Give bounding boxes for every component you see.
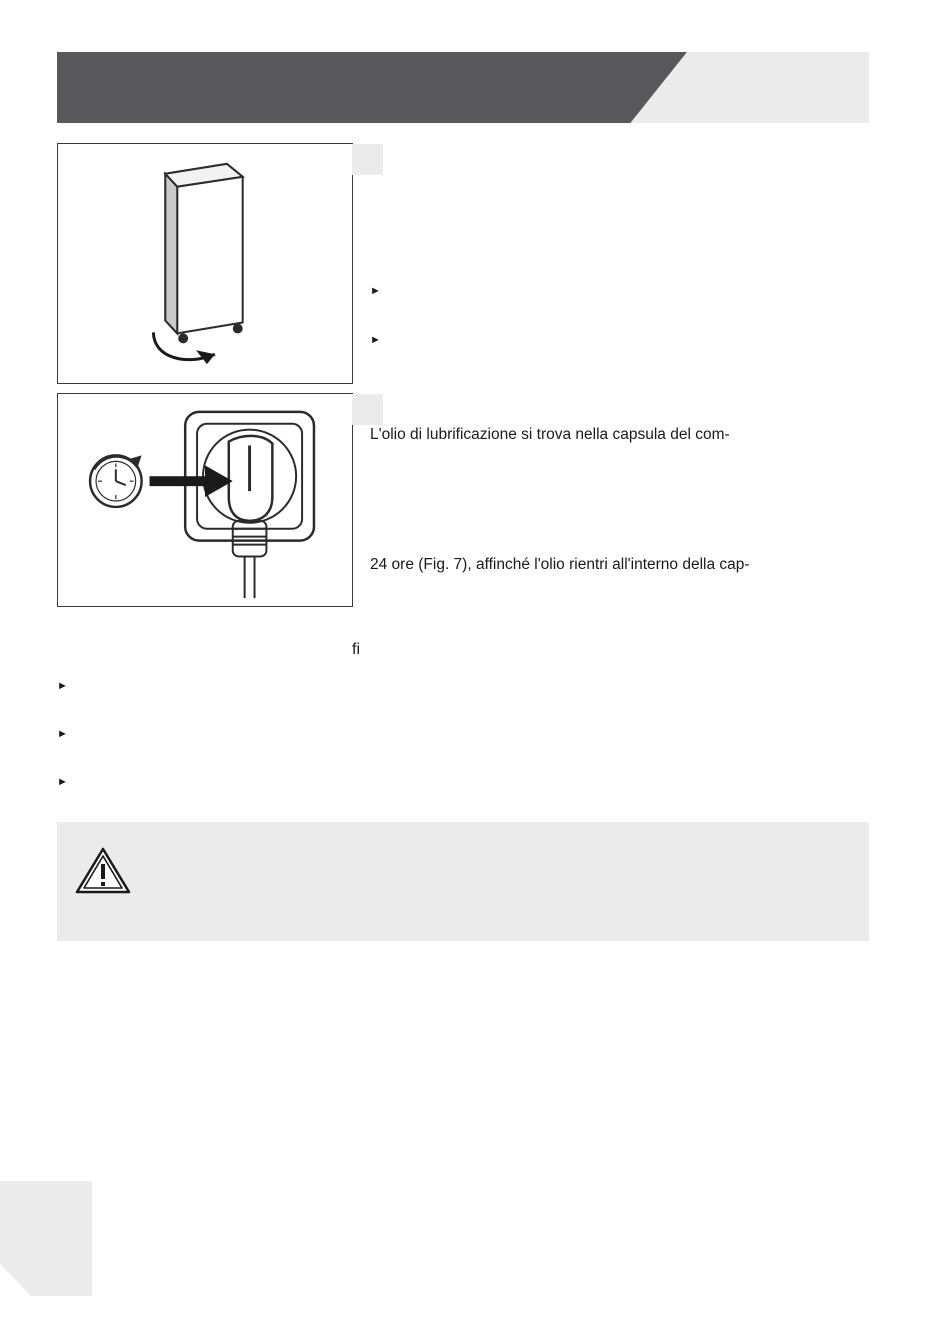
appliance-tilt-illustration	[58, 144, 352, 383]
paragraph-compressor-oil: L'olio di lubrificazione si trova nella capsula del com-	[370, 426, 730, 443]
triangle-bullet-icon: ►	[57, 728, 68, 740]
warning-triangle-icon	[73, 844, 133, 896]
lower-bullet-1	[57, 676, 869, 696]
right-bullet-2	[370, 330, 870, 350]
paragraph-24-hours: 24 ore (Fig. 7), affinché l'olio rientri all'interno della cap-	[370, 556, 750, 573]
triangle-bullet-icon: ►	[370, 285, 381, 297]
lower-bullet-3	[57, 772, 869, 792]
figure-plug-clock	[57, 393, 353, 607]
triangle-bullet-icon: ►	[57, 776, 68, 788]
stray-ligature-glyph: fi	[352, 641, 360, 658]
plug-socket-illustration	[58, 394, 352, 606]
page-header	[57, 52, 869, 123]
warning-panel	[57, 822, 869, 941]
triangle-bullet-icon: ►	[370, 334, 381, 346]
lower-bullet-2	[57, 724, 869, 744]
triangle-bullet-icon: ►	[57, 680, 68, 692]
right-bullet-1	[370, 281, 870, 301]
figure-appliance-tilt	[57, 143, 353, 384]
figure-tag-7	[352, 394, 383, 425]
figure-tag-6	[352, 144, 383, 175]
page-corner-tab	[0, 1181, 92, 1296]
header-dark-banner	[57, 52, 687, 123]
